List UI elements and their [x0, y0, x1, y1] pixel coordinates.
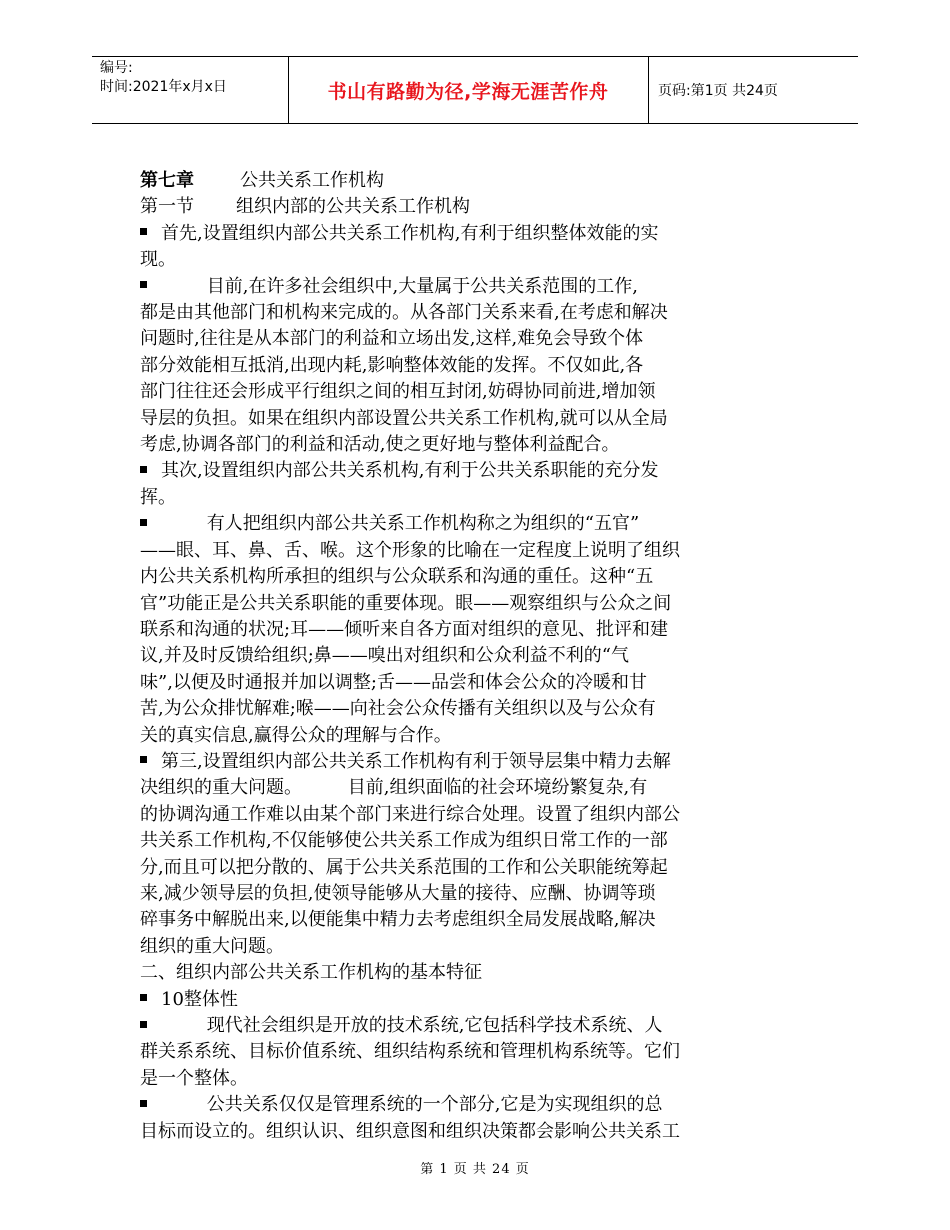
header-divider [648, 57, 649, 123]
paragraph-line [140, 643, 820, 669]
page-footer: 第 1 页 共 24 页 [420, 1162, 530, 1177]
paragraph-line [140, 485, 820, 511]
bullet-icon [140, 281, 147, 288]
bullet-icon [140, 519, 147, 526]
line-text: 碎事务中解脱出来,以便能集中精力去考虑组织全局发展战略,解决 [140, 909, 656, 931]
line-text: 联系和沟通的状况;耳——倾听来自各方面对组织的意见、批评和建 [140, 618, 669, 640]
paragraph-line [140, 1013, 820, 1039]
bullet-icon [140, 1100, 147, 1107]
paragraph [140, 511, 820, 749]
line-text: 挥。 [140, 486, 176, 508]
line-text: 官”功能正是公共关系职能的重要体现。眼——观察组织与公众之间 [140, 592, 672, 614]
paragraph-line [140, 855, 820, 881]
paragraph-line [140, 696, 820, 722]
paragraph-line [140, 274, 820, 300]
paragraph-line [140, 775, 820, 801]
paragraph [140, 1092, 820, 1145]
paragraph-line [140, 802, 820, 828]
line-text: 有人把组织内部公共关系工作机构称之为组织的“五官” [161, 513, 640, 535]
line-text: 内公共关系机构所承担的组织与公众联系和沟通的重任。这种“五 [140, 566, 654, 588]
paragraph-line [140, 353, 820, 379]
paragraph [140, 749, 820, 960]
paragraph-line [140, 723, 820, 749]
paragraph-line [140, 564, 820, 590]
paragraph-line [140, 617, 820, 643]
paragraph-line [140, 960, 820, 986]
paragraph-line [140, 749, 820, 775]
line-text: 考虑,协调各部门的利益和活动,使之更好地与整体利益配合。 [140, 434, 620, 456]
paragraph [140, 960, 820, 986]
paragraph [140, 458, 820, 511]
document-id-label: 编号: [100, 60, 133, 76]
paragraph-line [140, 1119, 820, 1145]
line-text: 是一个整体。 [140, 1067, 248, 1089]
bullet-icon [140, 228, 147, 235]
document-body [140, 168, 820, 1145]
page-header [92, 56, 858, 124]
line-text: 现代社会组织是开放的技术系统,它包括科学技术系统、人 [161, 1015, 663, 1036]
paragraph-line [140, 511, 820, 537]
paragraph-line [140, 987, 820, 1013]
paragraph-list [140, 221, 820, 1145]
line-text: ——眼、耳、鼻、舌、喉。这个形象的比喻在一定程度上说明了组织 [140, 539, 680, 561]
chapter-number: 第七章 [140, 170, 194, 191]
line-text: 议,并及时反馈给组织;鼻——嗅出对组织和公众利益不利的“气 [140, 645, 629, 667]
paragraph-line [140, 326, 820, 352]
line-text: 10整体性 [161, 988, 238, 1010]
line-text: 问题时,往往是从本部门的利益和立场出发,这样,难免会导致个体 [140, 328, 644, 350]
line-text: 第三,设置组织内部公共关系工作机构有利于领导层集中精力去解 [161, 750, 671, 772]
line-text: 苦,为公众排忧解难;喉——向社会公众传播有关组织以及与公众有 [140, 698, 656, 720]
header-motto: 书山有路勤为径,学海无涯苦作舟 [327, 80, 609, 103]
line-text: 共关系工作机构,不仅能够使公共关系工作成为组织日常工作的一部 [140, 830, 668, 852]
section-title: 组织内部的公共关系工作机构 [236, 196, 470, 218]
paragraph-line [140, 881, 820, 907]
paragraph-line [140, 247, 820, 273]
line-text: 来,减少领导层的负担,使领导能够从大量的接待、应酬、协调等琐 [140, 882, 656, 904]
paragraph-line [140, 828, 820, 854]
paragraph-line [140, 538, 820, 564]
line-text: 现。 [140, 249, 176, 271]
document-date: 时间:2021年x月x日 [100, 79, 227, 95]
line-text: 分,而且可以把分散的、属于公共关系范围的工作和公关职能统筹起 [140, 856, 668, 878]
paragraph [140, 987, 820, 1013]
paragraph [140, 1013, 820, 1092]
chapter-heading [140, 168, 820, 194]
line-text: 目标而设立的。组织认识、组织意图和组织决策都会影响公共关系工 [140, 1120, 680, 1142]
bullet-icon [140, 466, 147, 473]
section-number: 第一节 [140, 196, 194, 218]
line-text: 其次,设置组织内部公共关系机构,有利于公共关系职能的充分发 [161, 460, 659, 482]
line-text: 群关系系统、目标价值系统、组织结构系统和管理机构系统等。它们 [140, 1041, 680, 1063]
line-text: 首先,设置组织内部公共关系工作机构,有利于组织整体效能的实 [161, 222, 659, 244]
paragraph-line [140, 406, 820, 432]
paragraph [140, 221, 820, 274]
bullet-icon [140, 994, 147, 1001]
line-text: 导层的负担。如果在组织内部设置公共关系工作机构,就可以从全局 [140, 407, 668, 429]
paragraph-line [140, 907, 820, 933]
paragraph-line [140, 591, 820, 617]
paragraph-line [140, 1066, 820, 1092]
paragraph-line [140, 379, 820, 405]
line-text: 关的真实信息,赢得公众的理解与合作。 [140, 724, 452, 746]
line-text: 决组织的重大问题。 目前,组织面临的社会环境纷繁复杂,有 [140, 777, 648, 799]
line-text: 二、组织内部公共关系工作机构的基本特征 [140, 962, 482, 984]
paragraph-line [140, 458, 820, 484]
paragraph-line [140, 300, 820, 326]
line-text: 部分效能相互抵消,出现内耗,影响整体效能的发挥。不仅如此,各 [140, 354, 644, 376]
line-text: 公共关系仅仅是管理系统的一个部分,它是为实现组织的总 [161, 1094, 663, 1116]
header-meta [100, 59, 280, 97]
paragraph-line [140, 432, 820, 458]
line-text: 都是由其他部门和机构来完成的。从各部门关系来看,在考虑和解决 [140, 302, 668, 324]
paragraph-line [140, 1039, 820, 1065]
paragraph-line [140, 934, 820, 960]
section-heading [140, 194, 820, 220]
paragraph [140, 274, 820, 459]
paragraph-line [140, 1092, 820, 1118]
bullet-icon [140, 1021, 147, 1028]
chapter-title: 公共关系工作机构 [240, 170, 384, 191]
header-page-info: 页码:第1页 共24页 [658, 83, 778, 99]
line-text: 组织的重大问题。 [140, 935, 284, 957]
line-text: 味”,以便及时通报并加以调整;舌——品尝和体会公众的冷暖和甘 [140, 671, 647, 693]
line-text: 的协调沟通工作难以由某个部门来进行综合处理。设置了组织内部公 [140, 803, 680, 825]
line-text: 目前,在许多社会组织中,大量属于公共关系范围的工作, [161, 275, 638, 297]
line-text: 部门往往还会形成平行组织之间的相互封闭,妨碍协同前进,增加领 [140, 381, 656, 403]
paragraph-line [140, 221, 820, 247]
bullet-icon [140, 756, 147, 763]
paragraph-line [140, 670, 820, 696]
